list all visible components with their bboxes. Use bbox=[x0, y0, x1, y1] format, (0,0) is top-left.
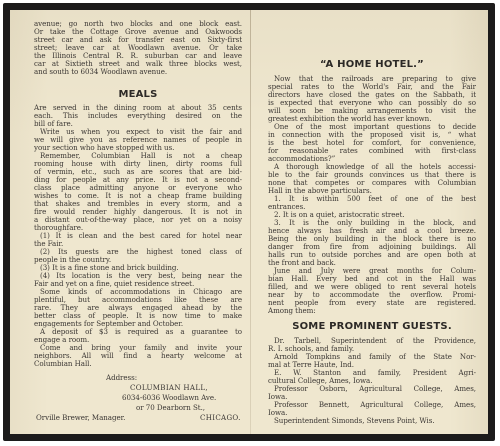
text-line: R. I. schools, and family. bbox=[268, 345, 355, 353]
text-line: is expected that everyone who can possibly do so bbox=[268, 99, 476, 107]
text-line: and south to 6034 Woodlawn avenue. bbox=[34, 68, 168, 76]
text-line: engage a room. bbox=[34, 336, 90, 344]
text-line: none that competes or compares with Columbian bbox=[268, 179, 476, 187]
text-line: accommodations?” bbox=[268, 155, 336, 163]
text-line: in connection with the proposed visit is, “ what bbox=[268, 131, 476, 139]
text-line: (3) It is a fine stone and brick building. bbox=[40, 264, 179, 272]
text-line: A thorough knowledge of all the hotels accessi- bbox=[274, 163, 476, 171]
city: CHICAGO. bbox=[200, 414, 241, 422]
folded-leaflet bbox=[10, 10, 488, 434]
text-line: is the best hotel for comfort, for convenience, bbox=[268, 139, 476, 147]
text-line: the front and back. bbox=[268, 259, 336, 267]
text-line: thoroughfare. bbox=[34, 224, 84, 232]
text-line: nent people from every state are registered. bbox=[268, 299, 476, 307]
text-line: ding for people at any price. It is not a second- bbox=[34, 176, 242, 184]
text-line: Being the only building in the block there is no bbox=[268, 235, 476, 243]
hall-street-alt: or 70 Dearborn St., bbox=[136, 404, 206, 412]
text-line: street car and ask for transfer east on Sixty-first bbox=[34, 36, 242, 44]
text-line: cultural College, Ames, Iowa. bbox=[268, 377, 373, 385]
text-line: (1) It is clean and the best cared for hotel near bbox=[40, 232, 242, 240]
text-line: Now that the railroads are preparing to give bbox=[274, 75, 476, 83]
text-line: bian Hall. Every bed and cot in the Hall was bbox=[268, 275, 476, 283]
hall-name: COLUMBIAN HALL, bbox=[130, 384, 208, 392]
text-line: car at Sixtieth street and walk three blocks west, bbox=[34, 60, 242, 68]
text-line: Dr. Tarbell, Superintendent of the Providence, bbox=[274, 337, 476, 345]
text-line: Iowa. bbox=[268, 409, 288, 417]
text-line: Professor Osborn, Agricultural College, Ames, bbox=[274, 385, 476, 393]
text-line: the Illinois Central R. R. suburban car and leave bbox=[34, 52, 242, 60]
hall-street: 6034-6036 Woodlawn Ave. bbox=[122, 394, 217, 402]
text-line: Hall in the above particulars. bbox=[268, 187, 372, 195]
text-line: danger from fire from adjoining buildings. All bbox=[268, 243, 476, 251]
text-line: rooming house with dirty linen, dirty rooms full bbox=[34, 160, 242, 168]
page-frame bbox=[3, 3, 495, 441]
text-line: plentiful, but accommodations like these are bbox=[34, 296, 242, 304]
text-line: Among them: bbox=[268, 307, 316, 315]
text-line: of vermin, etc., such as are scores that are bid- bbox=[34, 168, 242, 176]
text-line: Remember, Columbian Hall is not a cheap bbox=[40, 152, 242, 160]
text-line: 3. It is the only building in the block, and bbox=[274, 219, 476, 227]
text-line: entrances. bbox=[268, 203, 306, 211]
home-hotel-heading: “A HOME HOTEL.” bbox=[320, 59, 424, 70]
text-line: greatest exhibition the world has ever known. bbox=[268, 115, 432, 123]
text-line: E. W. Stanton and family, President Agri- bbox=[274, 369, 476, 377]
meals-heading: MEALS bbox=[118, 89, 158, 100]
text-line: near by to accommodate the overflow. Promi- bbox=[268, 291, 476, 299]
text-line: people in the country. bbox=[34, 256, 112, 264]
text-line: your section who have stopped with us. bbox=[34, 144, 175, 152]
text-line: fire would render highly dangerous. It is not in bbox=[34, 208, 242, 216]
text-line: halls run to outside porches and are open both at bbox=[268, 251, 476, 259]
text-line: Are served in the dining room at about 35 cents bbox=[34, 104, 242, 112]
text-line: Arnold Tompkins and family of the State Nor- bbox=[274, 353, 476, 361]
text-line: Come and bring your family and invite your bbox=[40, 344, 242, 352]
center-fold bbox=[250, 10, 251, 434]
text-line: the Fair. bbox=[34, 240, 64, 248]
text-line: ble to the fair grounds convinces us that there is bbox=[268, 171, 476, 179]
text-line: wishes to come. It is not a cheap frame building bbox=[34, 192, 242, 200]
text-line: rare. They are always engaged ahead by the bbox=[34, 304, 242, 312]
text-line: Iowa. bbox=[268, 393, 288, 401]
text-line: avenue; go north two blocks and one block east. bbox=[34, 20, 242, 28]
text-line: we will give you as reference names of people in bbox=[34, 136, 242, 144]
text-line: that shakes and trembles in every storm, and a bbox=[34, 200, 242, 208]
text-line: hence always has fresh air and a cool breeze. bbox=[268, 227, 476, 235]
text-line: directors have closed the gates on the Sabbath, it bbox=[268, 91, 476, 99]
text-line: Some kinds of accommodations in Chicago are bbox=[40, 288, 242, 296]
text-line: Superintendent Simonds, Stevens Point, Wis. bbox=[274, 417, 435, 425]
text-line: Columbian Hall. bbox=[34, 360, 92, 368]
text-line: June and July were great months for Colum- bbox=[274, 267, 476, 275]
text-line: mal at Terre Haute, Ind. bbox=[268, 361, 354, 369]
text-line: Or take the Cottage Grove avenue and Oakwoods bbox=[34, 28, 242, 36]
text-line: (2) Its guests are the highest toned class of bbox=[40, 248, 242, 256]
text-line: Write us when you expect to visit the fair and bbox=[40, 128, 242, 136]
text-line: will soon be making arrangements to visit the bbox=[268, 107, 476, 115]
address-label: Address: bbox=[106, 374, 138, 382]
text-line: (4) Its location is the very best, being near the bbox=[40, 272, 242, 280]
guests-heading: SOME PROMINENT GUESTS. bbox=[292, 321, 452, 332]
text-line: each. This includes everything desired on the bbox=[34, 112, 242, 120]
text-line: One of the most important questions to decide bbox=[274, 123, 476, 131]
text-line: neighbors. All will find a hearty welcome at bbox=[34, 352, 242, 360]
text-line: Professor Bennett, Agricultural College, Ames, bbox=[274, 401, 476, 409]
text-line: a distant out-of-the-way place, nor yet on a noisy bbox=[34, 216, 242, 224]
text-line: filled, and we were obliged to rent several hotels bbox=[268, 283, 476, 291]
text-line: bill of fare. bbox=[34, 120, 73, 128]
text-line: 2. It is on a quiet, aristocratic street. bbox=[274, 211, 405, 219]
text-line: 1. It is within 500 feet of one of the best bbox=[274, 195, 476, 203]
text-line: class place admitting anyone or everyone who bbox=[34, 184, 242, 192]
text-line: Fair and yet on a fine, quiet residence street. bbox=[34, 280, 195, 288]
text-line: better class of people. It is now time to make bbox=[34, 312, 242, 320]
text-line: for reasonable rates combined with first-class bbox=[268, 147, 476, 155]
text-line: A deposit of $3 is required as a guarantee to bbox=[40, 328, 242, 336]
text-line: street; leave car at Woodlawn avenue. Or take bbox=[34, 44, 242, 52]
manager-name: Orville Brewer, Manager. bbox=[36, 414, 126, 422]
text-line: special rates to the World's Fair, and the Fair bbox=[268, 83, 476, 91]
text-line: engagements for September and October. bbox=[34, 320, 184, 328]
